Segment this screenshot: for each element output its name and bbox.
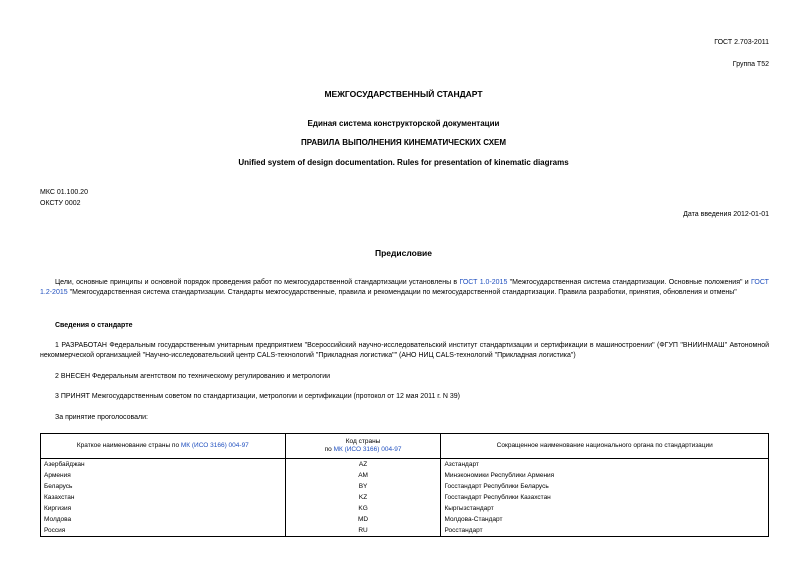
code-cell: BY	[285, 481, 441, 492]
code-cell: MD	[285, 514, 441, 525]
group-code: Группа Т52	[732, 61, 769, 68]
table-row	[41, 459, 769, 471]
body-cell: Росстандарт	[441, 525, 769, 537]
header-country: Краткое наименование страны по МК (ИСО 3166) 004-97	[41, 434, 286, 459]
preface-text-1: Цели, основные принципы и основной порядок проведения работ по межгосударственной стандартизации установлены в	[55, 279, 460, 286]
intro-date: Дата введения 2012-01-01	[683, 211, 769, 218]
body-cell: Госстандарт Республики Беларусь	[441, 481, 769, 492]
country-cell: Беларусь	[41, 481, 286, 492]
table-row	[41, 514, 769, 525]
code-cell: AZ	[285, 459, 441, 471]
standard-name-ru: ПРАВИЛА ВЫПОЛНЕНИЯ КИНЕМАТИЧЕСКИХ СХЕМ	[300, 138, 507, 147]
header-body: Сокращенное наименование национального органа по стандартизации	[441, 434, 769, 459]
mk-iso-link[interactable]: МК (ИСО 3166) 004-97	[180, 442, 249, 449]
table-row	[41, 503, 769, 514]
preface-heading: Предисловие	[374, 248, 433, 258]
country-cell: Казахстан	[41, 492, 286, 503]
standard-type: МЕЖГОСУДАРСТВЕННЫЙ СТАНДАРТ	[324, 89, 483, 99]
table-row	[41, 470, 769, 481]
code-cell: KG	[285, 503, 441, 514]
country-cell: Азербайджан	[41, 459, 286, 471]
code-cell: AM	[285, 470, 441, 481]
okstu-code: ОКСТУ 0002	[40, 200, 81, 207]
table-row	[41, 481, 769, 492]
gost-1-0-link[interactable]: ГОСТ 1.0-2015	[459, 279, 508, 286]
preface-text-3: "Межгосударственная система стандартизации. Стандарты межгосударственные, правила и рекомендации по межгосударственной стандартизации. Правила разработки, принятия, обновления и отмены"	[67, 289, 737, 296]
mks-code: МКС 01.100.20	[40, 189, 88, 196]
code-cell: KZ	[285, 492, 441, 503]
country-cell: Киргизия	[41, 503, 286, 514]
body-cell: Молдова-Стандарт	[441, 514, 769, 525]
item-submitted: 2 ВНЕСЕН Федеральным агентством по техническому регулированию и метрологии	[55, 373, 331, 380]
doc-number: ГОСТ 2.703-2011	[714, 39, 769, 46]
country-cell: Молдова	[41, 514, 286, 525]
country-cell: Россия	[41, 525, 286, 537]
code-cell: RU	[285, 525, 441, 537]
body-cell: Азстандарт	[441, 459, 769, 471]
header-code: Код страны по МК (ИСО 3166) 004-97	[285, 434, 441, 459]
preface-paragraph	[40, 278, 769, 298]
system-title: Единая система конструкторской документации	[307, 119, 500, 128]
body-cell: Минэкономики Республики Армения	[441, 470, 769, 481]
country-cell: Армения	[41, 470, 286, 481]
item-developed: 1 РАЗРАБОТАН Федеральным государственным унитарным предприятием "Всероссийский научно-исследовательский институт стандартизации и сертификации в машиностроении" (ФГУП "ВНИИНМАШ" Автономной некоммерческой организацией "Научно-исследовательский центр CALS-технологий "Прикладная логистика"" (АНО НИЦ CALS-технологий "Прикладная логистика")	[40, 342, 769, 359]
about-heading: Сведения о стандарте	[55, 322, 133, 329]
standard-name-en: Unified system of design documentation. Rules for presentation of kinematic diagrams	[238, 158, 569, 167]
gost-1-2-link[interactable]: ГОСТ 1.2-2015	[40, 279, 769, 296]
body-cell: Кыргызстандарт	[441, 503, 769, 514]
item-adopted: 3 ПРИНЯТ Межгосударственным советом по стандартизации, метрологии и сертификации (протокол от 12 мая 2011 г. N 39)	[55, 393, 461, 400]
table-header-row	[41, 434, 769, 459]
table-row	[41, 525, 769, 537]
mk-iso-link-2[interactable]: МК (ИСО 3166) 004-97	[333, 446, 402, 453]
table-row	[41, 492, 769, 503]
body-cell: Госстандарт Республики Казахстан	[441, 492, 769, 503]
voted-label: За принятие проголосовали:	[55, 414, 148, 421]
preface-text-2: "Межгосударственная система стандартизации. Основные положения" и	[507, 279, 752, 286]
voting-table	[40, 433, 769, 537]
